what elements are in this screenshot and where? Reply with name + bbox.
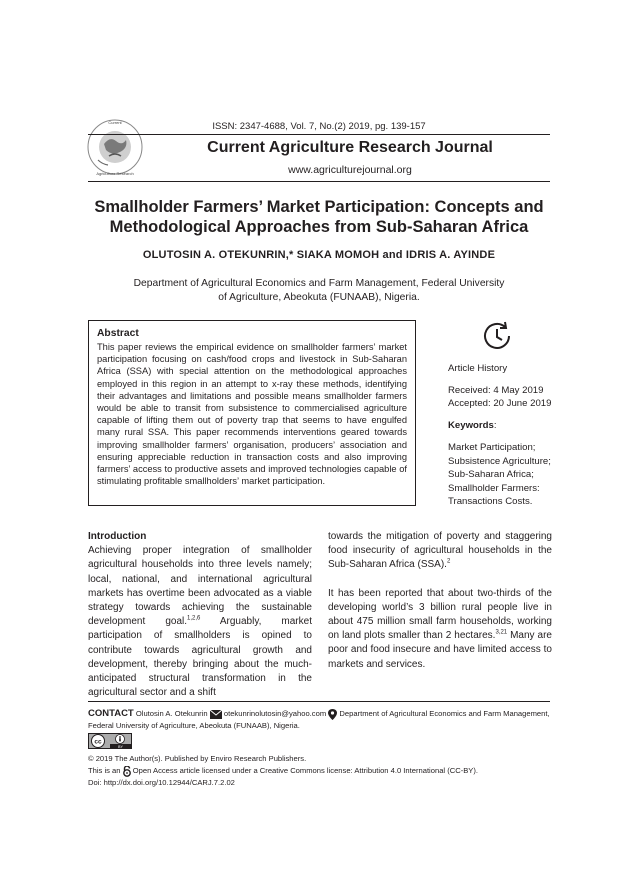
copyright-line: © 2019 The Author(s). Published by Enviro Research Publishers. (88, 754, 307, 763)
header-rule-top (88, 134, 550, 135)
cc-by-text: BY (118, 744, 123, 749)
affiliation-line2: of Agriculture, Abeokuta (FUNAAB), Nigeria. (218, 292, 420, 303)
doi-line[interactable]: Doi: http://dx.doi.org/10.12944/CARJ.7.2.02 (88, 778, 235, 787)
footer-rule (88, 701, 550, 702)
keyword-item: Transactions Costs. (448, 496, 533, 507)
citation-ref[interactable]: 2 (446, 559, 451, 566)
keywords-heading: Keywords (448, 420, 494, 431)
contact-address-b: Federal University of Agriculture, Abeokuta (FUNAAB), Nigeria. (88, 720, 300, 730)
keywords-colon: : (493, 420, 497, 431)
clock-history-icon (480, 319, 514, 353)
svg-text:Agriculture Research: Agriculture Research (96, 171, 134, 176)
license-line (88, 765, 558, 777)
keyword-item: Subsistence Agriculture; (448, 455, 551, 467)
second-paragraph-text-a: It has been reported that about two-thirds of the developing world’s 3 billion rural people live in about 475 million small farm households, working on land plots smaller than 2 hectares. (328, 587, 552, 642)
introduction-heading: Introduction (88, 531, 147, 542)
second-paragraph-text-b: Many are poor and food insecure and have limited access to markets and services. (328, 630, 552, 670)
article-history-heading: Article History (448, 363, 508, 374)
cc-by-license-badge[interactable] (88, 733, 132, 749)
affiliation (100, 277, 538, 305)
abstract-box (88, 320, 416, 506)
contact-email[interactable]: otekunrinolutosin@yahoo.com (223, 709, 327, 718)
contact-name: Olutosin A. Otekunrin (135, 709, 208, 718)
keyword-item: Smallholder Farmers: (448, 482, 540, 494)
citation-ref[interactable]: 1,2,6 (187, 615, 201, 622)
header-rule-bottom (88, 181, 550, 182)
accepted-date: Accepted: 20 June 2019 (448, 398, 552, 409)
journal-url[interactable]: www.agriculturejournal.org (288, 164, 412, 176)
journal-title: Current Agriculture Research Journal (207, 139, 493, 156)
contact-address-a: Department of Agricultural Economics and Farm Management, (339, 709, 550, 718)
affiliation-line1: Department of Agricultural Economics and Farm Management, Federal University (133, 278, 505, 289)
authors: OLUTOSIN A. OTEKUNRIN,* SIAKA MOMOH and IDRIS A. AYINDE (142, 249, 496, 261)
second-paragraph (328, 587, 552, 672)
intro-text-b: Arguably, market participation of smallholders is opined to contribute towards agricultural growth and development, thereby bringing about the much-anticipated structural transformation in the agricultural sector and a shift (88, 616, 312, 699)
received-date: Received: 4 May 2019 (448, 385, 544, 396)
open-access-icon (123, 766, 131, 777)
keywords-list (448, 441, 558, 509)
keyword-item: Sub-Saharan Africa; (448, 469, 534, 480)
issn-line: ISSN: 2347-4688, Vol. 7, No.(2) 2019, pg. 139-157 (212, 121, 426, 132)
abstract-text: This paper reviews the empirical evidence on smallholder farmers’ market participation focusing on cash/food crops and livestock in Sub-Saharan Africa (SSA) with special attention on the methodological approaches employed in this region in an attempt to x-ray these methods, identifying their advantages and limitations and possible means smallholder farmers would be able to transit from subsistence to commercialised agriculture capable of lifting them out of poverty trap that seems to have engulfed many rural SSA. This paper recommends interventions geared towards improving smallholder farmers’ organisation, producers’ association and ensuring appreciable reduction in transaction costs and also improving farmers’ access to productive assets and improved technologies capable of stimulating profitable smallholders’ market participation. (97, 342, 407, 487)
contact-block (88, 708, 558, 731)
abstract-heading: Abstract (97, 328, 139, 339)
citation-ref[interactable]: 3,21 (495, 629, 508, 636)
email-icon (210, 710, 222, 719)
paper-title-line1: Smallholder Farmers’ Market Participation: Concepts and (94, 198, 544, 216)
body-column-right (328, 530, 552, 672)
intro-paragraph (88, 544, 312, 700)
intro-continuation-text: towards the mitigation of poverty and staggering food insecurity of agricultural households in the Sub-Saharan Africa (SSA). (328, 531, 552, 571)
cc-badge-text: cc (94, 738, 102, 746)
location-pin-icon (328, 709, 337, 720)
body-column-left (88, 530, 312, 700)
paper-title-line2: Methodological Approaches from Sub-Saharan Africa (109, 218, 529, 236)
paper-title (80, 197, 558, 237)
contact-label: CONTACT (88, 708, 134, 719)
intro-continuation (328, 530, 552, 573)
license-post[interactable]: Open Access article licensed under a Creative Commons license: Attribution 4.0 International (CC-BY). (132, 766, 479, 775)
keywords-heading-row (448, 420, 558, 433)
svg-text:Current: Current (108, 120, 122, 125)
keyword-item: Market Participation; (448, 442, 536, 453)
license-pre: This is an (88, 766, 121, 775)
intro-text-a: Achieving proper integration of smallholder agricultural households into three levels namely; local, national, and international agricultural markets has overtime been advocated as a viable strategy towards achieving the sustainable development goal. (88, 545, 312, 628)
